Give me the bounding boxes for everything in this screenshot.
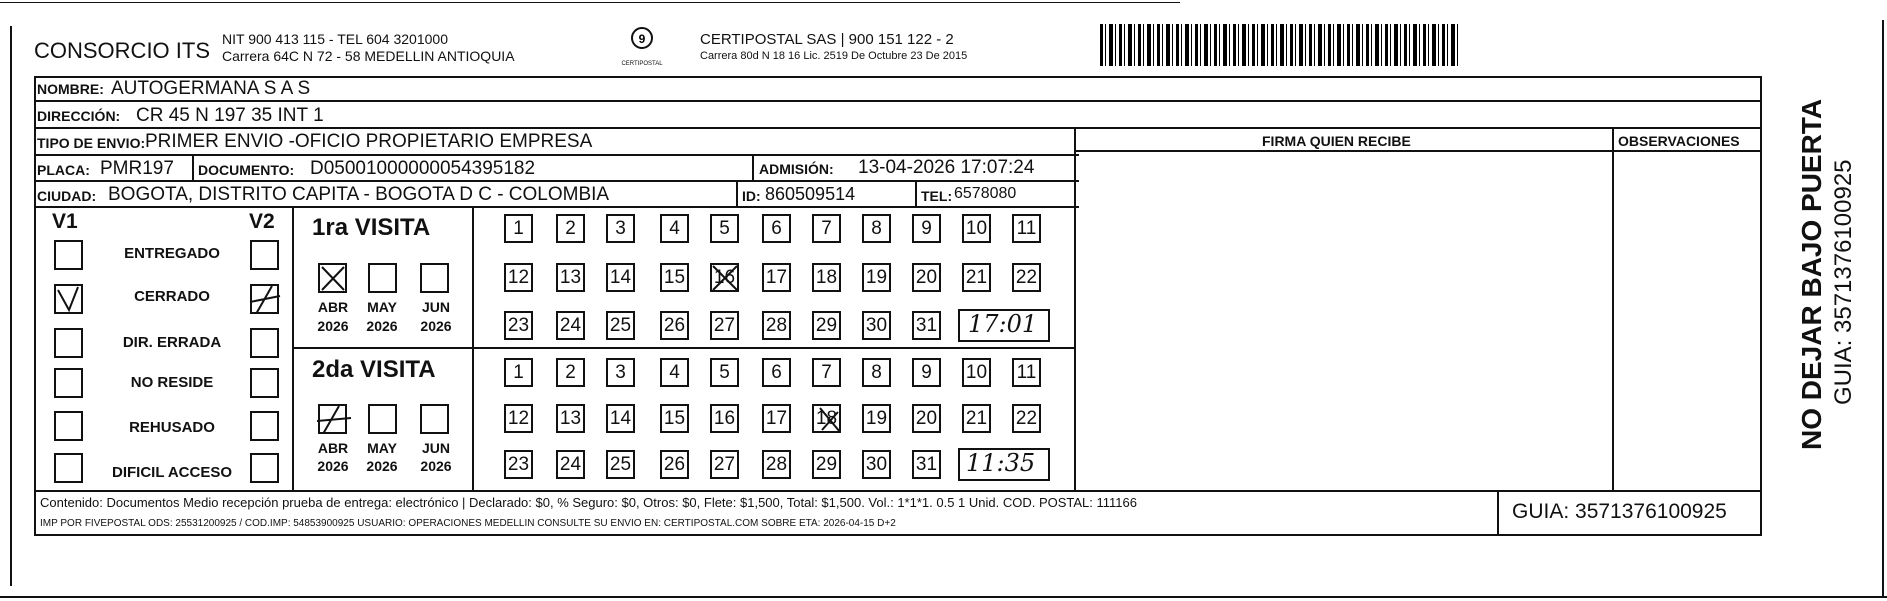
first-visit-time: 17:01 — [968, 310, 1038, 338]
v1-label: V1 — [52, 210, 78, 233]
direccion-value: CR 45 N 197 35 INT 1 — [136, 105, 324, 126]
day-box[interactable]: 29 — [812, 450, 841, 479]
day-box[interactable]: 16 — [710, 404, 739, 433]
day-box[interactable]: 3 — [606, 214, 635, 243]
col-line — [1497, 490, 1499, 536]
check-mark-icon — [56, 286, 82, 312]
month-label: MAY — [367, 299, 397, 315]
svg-text:9: 9 — [638, 32, 646, 46]
ciudad-value: BOGOTA, DISTRITO CAPITA - BOGOTA D C - COLOMBIA — [108, 184, 610, 205]
day-box[interactable]: 10 — [962, 214, 991, 243]
day-box[interactable]: 2 — [556, 358, 585, 387]
day-box[interactable]: 31 — [912, 450, 941, 479]
day-box-marked[interactable]: 18 — [812, 404, 841, 433]
day-box[interactable]: 6 — [762, 214, 791, 243]
day-box[interactable]: 22 — [1012, 404, 1041, 433]
day-box[interactable]: 5 — [710, 358, 739, 387]
slash-mark-icon — [317, 404, 351, 434]
day-box[interactable]: 12 — [504, 404, 533, 433]
company-name: CONSORCIO ITS — [34, 38, 211, 63]
day-box[interactable]: 21 — [962, 263, 991, 292]
ciudad-label: CIUDAD: — [37, 188, 97, 204]
row-line — [34, 206, 1079, 208]
x-mark-icon — [710, 263, 740, 293]
v2-entregado-checkbox[interactable] — [250, 240, 279, 270]
certipostal-logo — [620, 26, 664, 68]
slash-mark-icon — [248, 284, 282, 314]
day-box[interactable]: 17 — [762, 263, 791, 292]
documento-value: D05001000000054395182 — [310, 158, 536, 179]
month-label: MAY — [367, 440, 397, 456]
visit-divider — [292, 347, 1075, 349]
month-jun-checkbox[interactable] — [420, 263, 449, 293]
nombre-label: NOMBRE: — [37, 81, 104, 97]
col-line — [1612, 127, 1614, 490]
month-abr-checkbox[interactable] — [318, 404, 347, 434]
month-label: JUN — [421, 440, 450, 456]
day-box[interactable]: 14 — [606, 263, 635, 292]
bottom-rule — [0, 596, 1887, 598]
day-box[interactable]: 27 — [710, 311, 739, 340]
v1-rehusado-checkbox[interactable] — [54, 411, 83, 441]
v2-dir-errada-checkbox[interactable] — [250, 328, 279, 358]
day-box[interactable]: 13 — [556, 263, 585, 292]
placa-value: PMR197 — [100, 158, 174, 179]
placa-label: PLACA: — [37, 162, 90, 178]
day-box[interactable]: 8 — [862, 358, 891, 387]
day-box[interactable]: 7 — [812, 214, 841, 243]
col-line — [1074, 127, 1076, 490]
tel-value: 6578080 — [954, 185, 1017, 202]
imp-line: IMP POR FIVEPOSTAL ODS: 25531200925 / COD.IMP: 54853900925 USUARIO: OPERACIONES MEDELLIN CONSULTE SU ENVIO EN: CERTIPOSTAL.COM SOBRE ETA: 2026-04-15 D+2 — [40, 518, 896, 529]
day-box[interactable]: 11 — [1012, 358, 1041, 387]
day-box[interactable]: 23 — [504, 311, 533, 340]
v1-dificil-acceso-checkbox[interactable] — [54, 453, 83, 483]
tipo-value: PRIMER ENVIO -OFICIO PROPIETARIO EMPRESA — [145, 131, 593, 152]
day-box[interactable]: 10 — [962, 358, 991, 387]
year-label: 2026 — [317, 458, 349, 474]
x-mark-icon — [320, 265, 346, 292]
day-box[interactable]: 7 — [812, 358, 841, 387]
nit-line: NIT 900 413 115 - TEL 604 3201000 — [222, 31, 448, 47]
status-entregado: ENTREGADO — [124, 245, 220, 262]
status-rehusado: REHUSADO — [129, 419, 215, 436]
observaciones-label: OBSERVACIONES — [1618, 133, 1740, 149]
day-box[interactable]: 19 — [862, 263, 891, 292]
month-may-checkbox[interactable] — [368, 263, 397, 293]
col-line — [752, 154, 754, 180]
license-line: Carrera 80d N 18 16 Lic. 2519 De Octubre 23 De 2015 — [700, 50, 968, 62]
day-box[interactable]: 5 — [710, 214, 739, 243]
month-label: ABR — [317, 299, 349, 315]
id-value: 860509514 — [765, 184, 856, 204]
certipostal-line: CERTIPOSTAL SAS | 900 151 122 - 2 — [700, 31, 954, 48]
day-box[interactable]: 4 — [660, 358, 689, 387]
day-box[interactable]: 15 — [660, 404, 689, 433]
month-may-checkbox[interactable] — [368, 404, 397, 434]
day-box[interactable]: 30 — [862, 450, 891, 479]
day-box[interactable]: 6 — [762, 358, 791, 387]
day-box[interactable]: 15 — [660, 263, 689, 292]
day-box[interactable]: 25 — [606, 450, 635, 479]
day-box-marked[interactable]: 16 — [710, 263, 739, 292]
day-box[interactable]: 24 — [556, 450, 585, 479]
day-box[interactable]: 8 — [862, 214, 891, 243]
status-no-reside: NO RESIDE — [130, 374, 214, 391]
admision-value: 13-04-2026 17:07:24 — [858, 157, 1035, 178]
day-box[interactable]: 26 — [660, 450, 689, 479]
day-box[interactable]: 1 — [504, 358, 533, 387]
year-label: 2026 — [366, 458, 398, 474]
second-visit-title: 2da VISITA — [312, 356, 436, 383]
day-box[interactable]: 9 — [912, 214, 941, 243]
logo-text: CERTIPOSTAL — [621, 61, 663, 67]
barcode — [1100, 24, 1460, 66]
day-box[interactable]: 1 — [504, 214, 533, 243]
col-line — [736, 180, 738, 206]
day-box[interactable]: 28 — [762, 450, 791, 479]
day-box[interactable]: 29 — [812, 311, 841, 340]
day-box[interactable]: 22 — [1012, 263, 1041, 292]
month-abr-checkbox[interactable] — [318, 263, 347, 293]
left-rule — [10, 26, 12, 586]
day-box[interactable]: 25 — [606, 311, 635, 340]
nombre-value: AUTOGERMANA S A S — [111, 78, 311, 99]
v2-rehusado-checkbox[interactable] — [250, 411, 279, 441]
day-box[interactable]: 30 — [862, 311, 891, 340]
tipo-label: TIPO DE ENVIO: — [37, 135, 146, 151]
year-label: 2026 — [366, 318, 398, 334]
day-box[interactable]: 4 — [660, 214, 689, 243]
no-dejar-bajo-puerta: NO DEJAR BAJO PUERTA — [1796, 98, 1827, 450]
row-line — [34, 127, 1762, 129]
day-box[interactable]: 26 — [660, 311, 689, 340]
v2-cerrado-checkbox[interactable] — [250, 284, 279, 314]
status-dir-errada: DIR. ERRADA — [122, 334, 222, 351]
side-guia: GUIA: 3571376100925 — [1830, 159, 1857, 405]
direccion-label: DIRECCIÓN: — [37, 108, 121, 124]
day-box[interactable]: 23 — [504, 450, 533, 479]
guia-box: GUIA: 3571376100925 — [1512, 500, 1727, 523]
day-box[interactable]: 21 — [962, 404, 991, 433]
day-box[interactable]: 24 — [556, 311, 585, 340]
first-visit-title: 1ra VISITA — [312, 214, 431, 241]
month-label: JUN — [421, 299, 450, 315]
day-box[interactable]: 17 — [762, 404, 791, 433]
day-box[interactable]: 18 — [812, 263, 841, 292]
status-dificil-acceso: DIFICIL ACCESO — [111, 464, 232, 481]
v2-no-reside-checkbox[interactable] — [250, 368, 279, 398]
day-box[interactable]: 9 — [912, 358, 941, 387]
right-rule — [1882, 20, 1884, 598]
contenido-line: Contenido: Documentos Medio recepción prueba de entrega: electrónico | Declarado: $0, % Seguro: $0, Otros: $0, Flete: $1,500, Total: $1,500. Vol.: 1*1*1. 0.5 1 Unid. COD. POSTAL: 111166 — [40, 495, 1137, 510]
firma-label: FIRMA QUIEN RECIBE — [1262, 133, 1411, 149]
address-line: Carrera 64C N 72 - 58 MEDELLIN ANTIOQUIA — [222, 48, 515, 64]
year-label: 2026 — [317, 318, 349, 334]
id-label: ID: — [742, 188, 761, 204]
year-label: 2026 — [420, 318, 452, 334]
day-box[interactable]: 3 — [606, 358, 635, 387]
day-box[interactable]: 19 — [862, 404, 891, 433]
tel-label: TEL: — [921, 188, 953, 204]
day-box[interactable]: 11 — [1012, 214, 1041, 243]
v1-dir-errada-checkbox[interactable] — [54, 328, 83, 358]
x-mark-icon — [814, 404, 844, 434]
day-box[interactable]: 27 — [710, 450, 739, 479]
day-box[interactable]: 31 — [912, 311, 941, 340]
v2-label: V2 — [249, 210, 275, 233]
col-line — [192, 154, 194, 180]
v1-no-reside-checkbox[interactable] — [54, 368, 83, 398]
firma-header-line — [1075, 150, 1762, 152]
month-jun-checkbox[interactable] — [420, 404, 449, 434]
row-line — [34, 490, 1762, 492]
row-line — [34, 180, 1079, 182]
day-box[interactable]: 2 — [556, 214, 585, 243]
year-label: 2026 — [420, 458, 452, 474]
month-label: ABR — [317, 440, 349, 456]
admision-label: ADMISIÓN: — [759, 161, 834, 177]
day-box[interactable]: 20 — [912, 263, 941, 292]
day-box[interactable]: 28 — [762, 311, 791, 340]
top-rule — [0, 2, 1180, 3]
day-box[interactable]: 14 — [606, 404, 635, 433]
second-visit-time: 11:35 — [966, 449, 1036, 477]
v1-entregado-checkbox[interactable] — [54, 240, 83, 270]
col-line — [915, 180, 917, 206]
day-box[interactable]: 13 — [556, 404, 585, 433]
status-cerrado: CERRADO — [134, 288, 210, 305]
v1-cerrado-checkbox[interactable] — [54, 284, 83, 314]
row-line — [34, 154, 1079, 156]
v2-dificil-acceso-checkbox[interactable] — [250, 453, 279, 483]
day-box[interactable]: 20 — [912, 404, 941, 433]
day-box[interactable]: 12 — [504, 263, 533, 292]
documento-label: DOCUMENTO: — [198, 162, 295, 178]
row-line — [34, 100, 1762, 102]
